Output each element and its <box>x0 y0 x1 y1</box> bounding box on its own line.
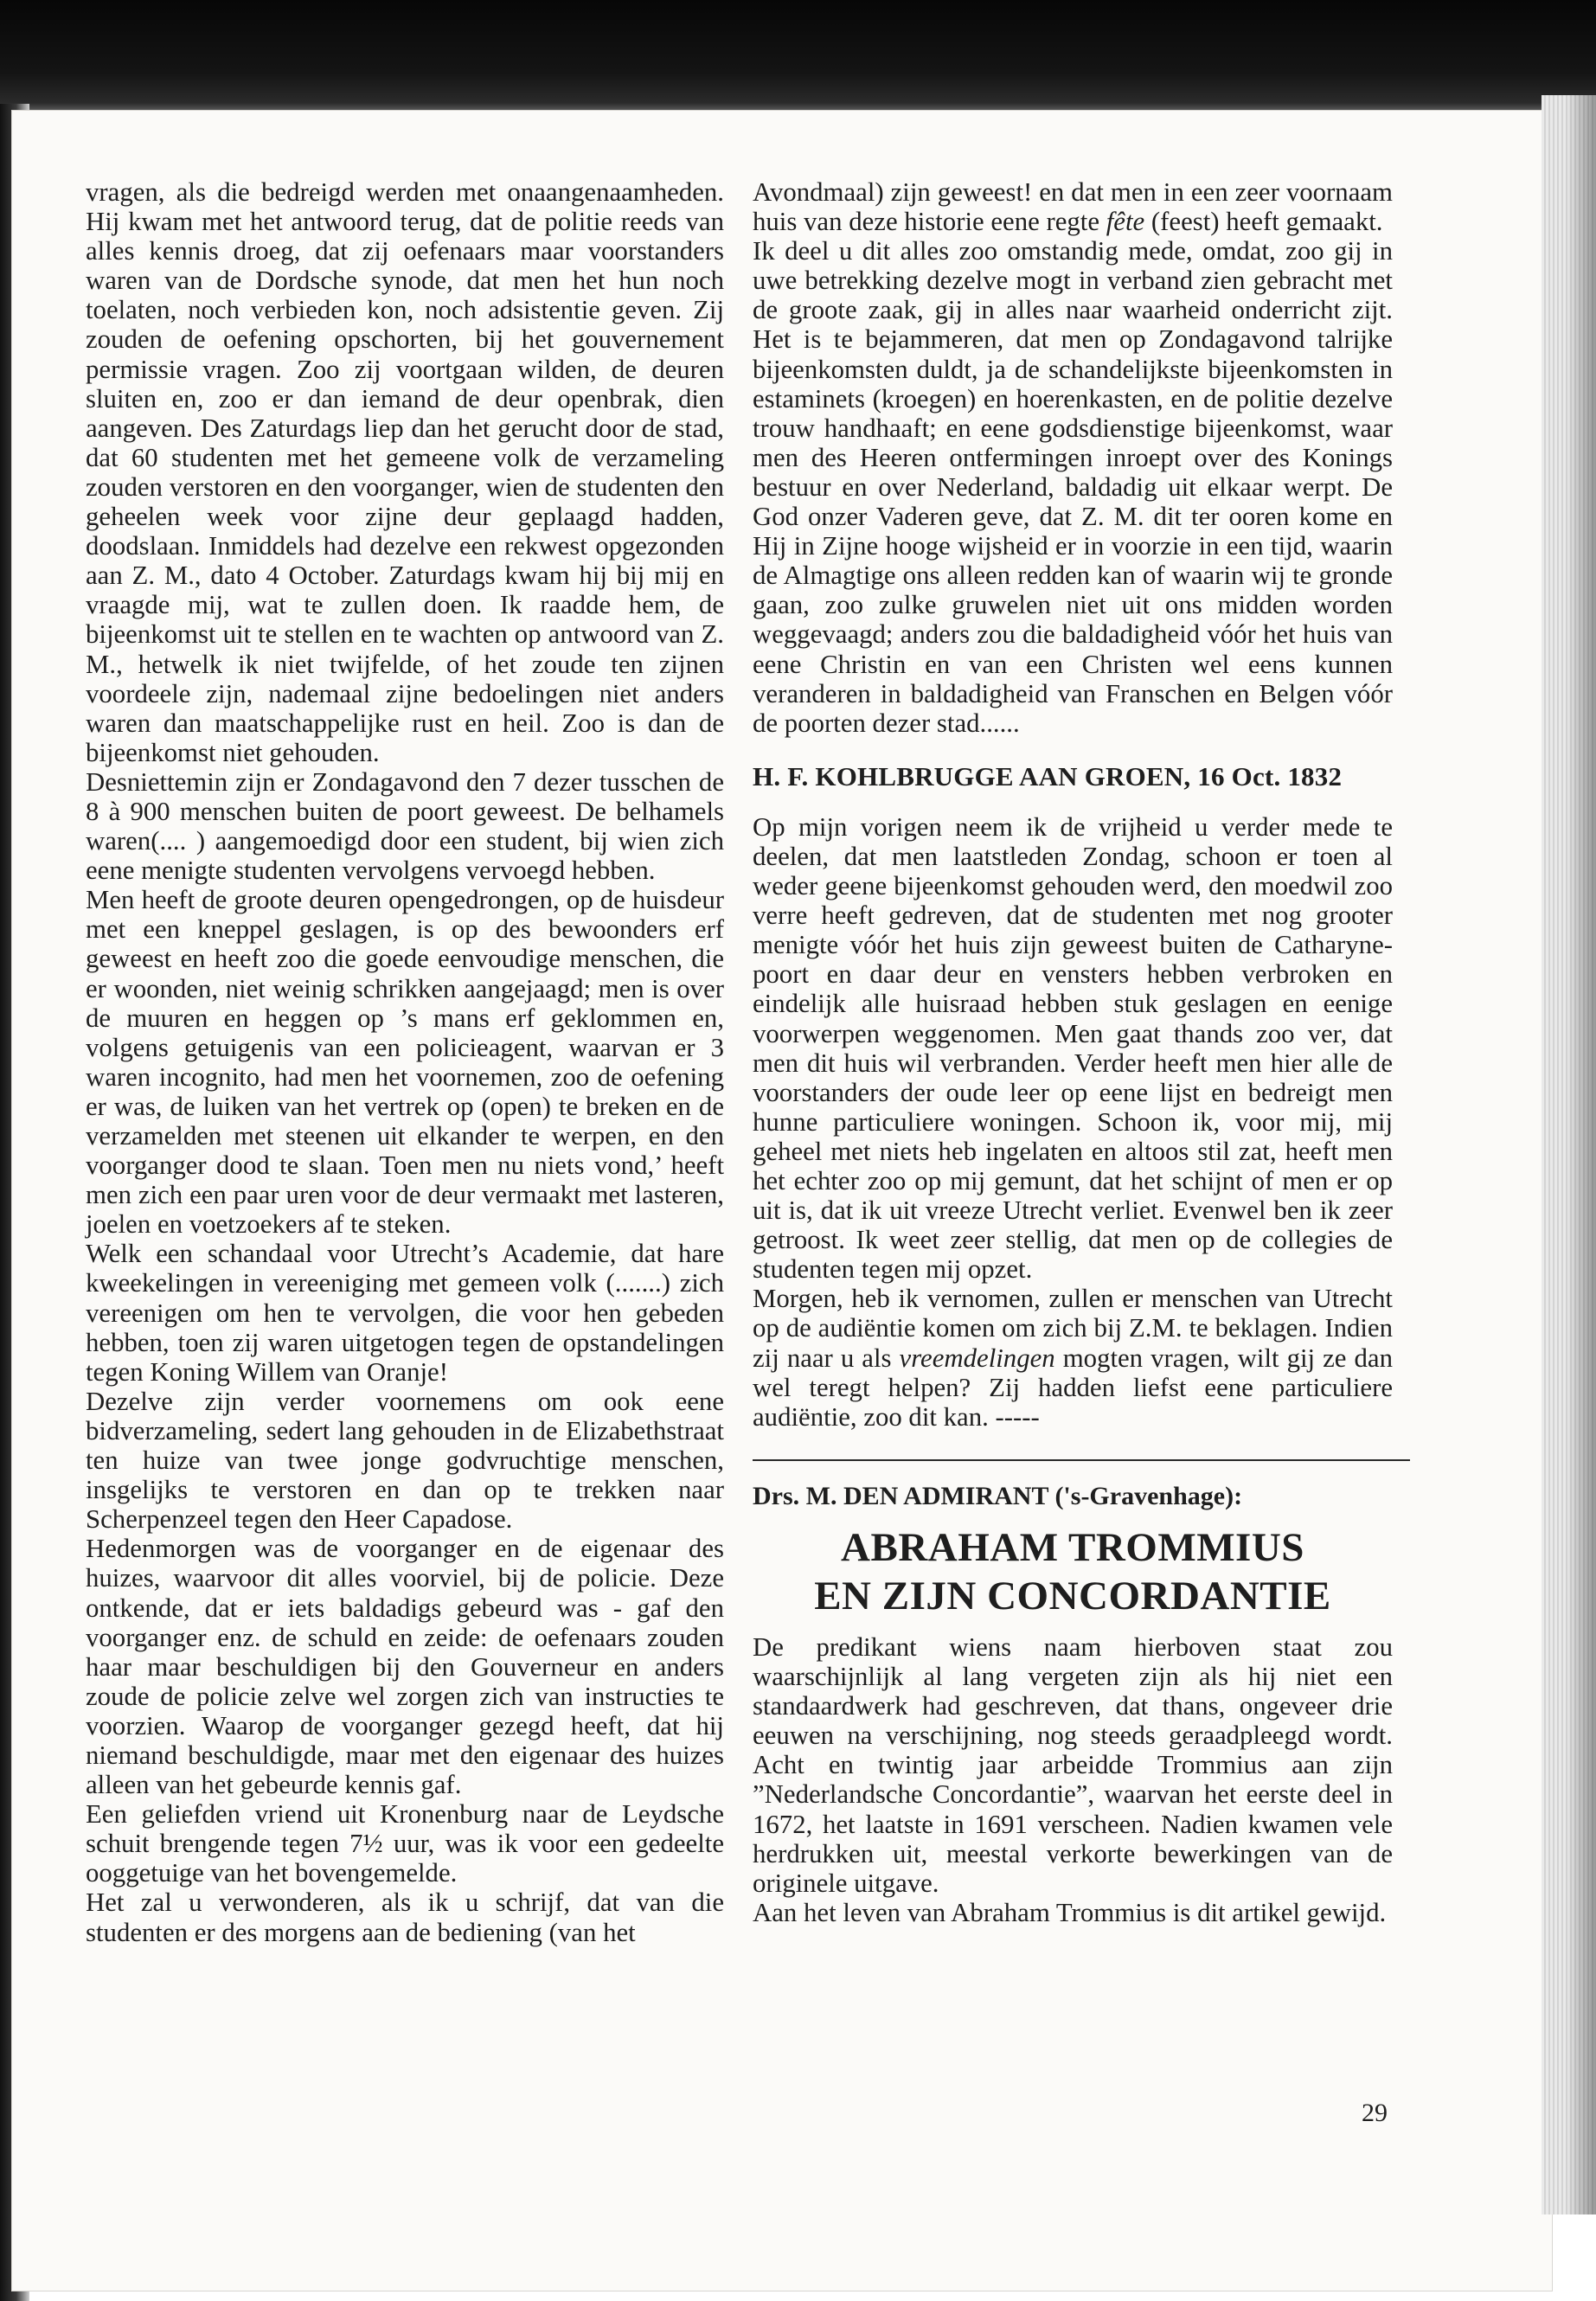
text-run: Morgen, heb ik vernomen, zullen er menschen van Utrecht op de audiëntie komen om zich bij Z.M. te beklagen. Indien zij naar u als <box>753 1284 1393 1373</box>
paragraph: Het zal u verwonderen, als ik u schrijf, dat van die studenten er des morgens aan de bediening (van het <box>86 1888 724 1947</box>
paragraph: Welk een schandaal voor Utrecht’s Academie, dat hare kweekelingen in vereeniging met gemeen volk (.......) zich vereenigen om hen te vervolgen, die voor hen gebeden hebben, toen zij waren uitgetogen tegen de opstandelingen tegen Koning Willem van Oranje! <box>86 1239 724 1387</box>
paragraph: Op mijn vorigen neem ik de vrijheid u verder mede te deelen, dat men laatstleden Zondag, schoon er toen al weder geene bijeenkomst gehouden werd, den moedwil zoo verre heeft gedreven, dat de studenten met nog grooter menigte vóór het huis zijn geweest buiten de Catharyne-poort en daar deur en vensters hebben verbroken en eindelijk alle huisraad hebben stuk geslagen en eenige voorwerpen weggenomen. Men gaat thands zoo ver, dat men dit huis wil verbranden. Verder heeft men hier alle de voorstanders der oude leer op eene lijst en bedreigt men hunne particuliere woningen. Schoon ik, voor mij, mij geheel met niets heb ingelaten en altoos stil zat, heeft men het echter zoo op mij gemunt, dat het schijnt of men er op uit is, dat ik uit vreeze Utrecht verliet. Evenwel ben ik zeer getroost. Ik weet zeer stellig, dat men op de collegies de studenten tegen mij opzet. <box>753 811 1393 1285</box>
left-column <box>86 177 724 1947</box>
italic-text: fête <box>1106 207 1145 237</box>
article-title-line: ABRAHAM TROMMIUS <box>841 1524 1304 1570</box>
section-divider <box>753 1459 1410 1461</box>
article-author: Drs. M. DEN ADMIRANT ('s-Gravenhage): <box>753 1481 1243 1510</box>
page-stack-shadow <box>1566 95 1596 2214</box>
paragraph: Een geliefden vriend uit Kronenburg naar de Leydsche schuit brengende tegen 7½ uur, was ik voor een gedeelte ooggetuige van het bovengemelde. <box>86 1799 724 1888</box>
scan-top-edge <box>0 0 1596 121</box>
article-title <box>753 1523 1393 1620</box>
text-run: Avondmaal) zijn geweest! en dat men in een zeer voornaam huis van deze historie eene regte <box>753 177 1393 237</box>
paragraph: Dezelve zijn verder voornemens om ook eene bidverzameling, sedert lang gehouden in de Elizabethstraat ten huize van twee jonge godvruchtige menschen, insgelijks te verstoren en dan op te trekken naar Scherpenzeel tegen den Heer Capadose. <box>86 1386 724 1535</box>
page-number: 29 <box>1362 2099 1388 2127</box>
text-run: mogten vragen, wilt gij ze dan wel teregt helpen? Zij hadden liefst eene particuliere audiëntie, zoo dit kan. ----- <box>753 1343 1393 1432</box>
text-run: (feest) heeft gemaakt. <box>1144 207 1383 237</box>
paragraph <box>753 177 1393 236</box>
letter-heading: H. F. KOHLBRUGGE AAN GROEN, 16 Oct. 1832 <box>753 760 1343 792</box>
paragraph: Men heeft de groote deuren opengedrongen, op de huisdeur met een kneppel geslagen, is op des bewoonders erf geweest en heeft zoo die goede eenvoudige menschen, die er woonden, niet weinig schrikken aangejaagd; men is over de muuren en heggen op ’s mans erf geklommen en, volgens getuigenis van een policieagent, waarvan er 3 waren incognito, had men het voornemen, zoo de oefening er was, de luiken van het vertrek op (open) te breken en de verzamelden met steenen uit elkander te werpen, en den voorganger dood te slaan. Toen men nu niets vond,’ heeft men zich een paar uren voor de deur vermaakt met lasteren, joelen en voetzoekers af te steken. <box>86 885 724 1240</box>
paragraph: De predikant wiens naam hierboven staat zou waarschijnlijk al lang vergeten zijn als hij niet een standaardwerk had geschreven, dat thans, ongeveer drie eeuwen na verschijning, nog steeds geraadpleegd wordt. Acht en twintig jaar arbeidde Trommius aan zijn ”Nederlandsche Concordantie”, waarvan het eerste deel in 1672, het laatste in 1691 verscheen. Nadien kwamen vele herdrukken uit, meestal verkorte bewerkingen van de originele uitgave. <box>753 1631 1393 1898</box>
paragraph <box>753 1284 1393 1431</box>
paragraph: Hedenmorgen was de voorganger en de eigenaar des huizes, waarvoor dit alles voorviel, bij de policie. Deze ontkende, dat er iets baldadigs gebeurd was - gaf den voorganger enz. de schuld en zeide: de oefenaars zouden haar maar beschuldigen bij den Gouverneur en anders zoude de policie zelve wel zorgen zich van instructies te voorzien. Waarop de voorganger gezegd heeft, dat hij niemand beschuldigde, maar met den eigenaar des huizes alleen van het gebeurde kennis gaf. <box>86 1534 724 1800</box>
right-column <box>753 177 1393 1927</box>
paragraph: Aan het leven van Abraham Trommius is dit artikel gewijd. <box>753 1897 1387 1927</box>
paragraph: Ik deel u dit alles zoo omstandig mede, omdat, zoo gij in uwe betrekking dezelve mogt in verband zien gebracht met de groote zaak, gij in alles naar waarheid onderricht zijt. Het is te bejammeren, dat men op Zondagavond talrijke bijeenkomsten duldt, ja de schandelijkste bijeenkomsten in estaminets (kroegen) en hoerenkasten, en de politie dezelve trouw handhaaft; en eene godsdienstige bijeenkomst, waar men des Heeren ontfermingen inroept over des Konings bestuur en over Nederland, baldadig uit elkaar werpt. De God onzer Vaderen geve, dat Z. M. dit ter ooren kome en Hij in Zijne hooge wijsheid er in voorzie in een tijd, waarin de Almagtige ons alleen redden kan of waarin wij te gronde gaan, zoo zulke gruwelen niet uit ons midden worden weggevaagd; anders zou die baldadigheid vóór het huis van eene Christin en van een Christen wel eens kunnen veranderen in baldadigheid van Franschen en Belgen vóór de poorten dezer stad...... <box>753 236 1393 738</box>
paragraph: vragen, als die bedreigd werden met onaangenaamheden. Hij kwam met het antwoord terug, dat de politie reeds van alles kennis droeg, dat zij oefenaars maar voorstanders waren van de Dordsche synode, dat men het hun noch toelaten, noch verbieden kon, noch adsistentie geven. Zij zouden de oefening opschorten, bij het gouvernement permissie vragen. Zoo zij voortgaan wilden, de deuren sluiten en, zoo er dan iemand de deur openbrak, dien aangeven. Des Zaturdags liep dan het gerucht door de stad, dat 60 studenten met het gemeene volk de verzameling zouden verstoren en den voorganger, wien de studenten den geheelen week voor zijne deur geplaagd hadden, doodslaan. Inmiddels had dezelve een rekwest opgezonden aan Z. M., dato 4 October. Zaturdags kwam hij bij mij en vraagde mij, wat te zullen doen. Ik raadde hem, de bijeenkomst uit te stellen en te wachten op antwoord van Z. M., hetwelk ik niet twijfelde, of het zoude ten zijnen voordeele zijn, nademaal zijne bedoelingen niet anders waren dan maatschappelijke rust en heil. Zoo is dan de bijeenkomst niet gehouden. <box>86 177 724 767</box>
paragraph: Desniettemin zijn er Zondagavond den 7 dezer tusschen de 8 à 900 menschen buiten de poort geweest. De belhamels waren(.... ) aangemoedigd door een student, bij wien zich eene menigte studenten vervolgens vervoegd hebben. <box>86 766 724 886</box>
article-title-line: EN ZIJN CONCORDANTIE <box>814 1573 1331 1618</box>
italic-text: vreemdelingen <box>899 1343 1055 1373</box>
